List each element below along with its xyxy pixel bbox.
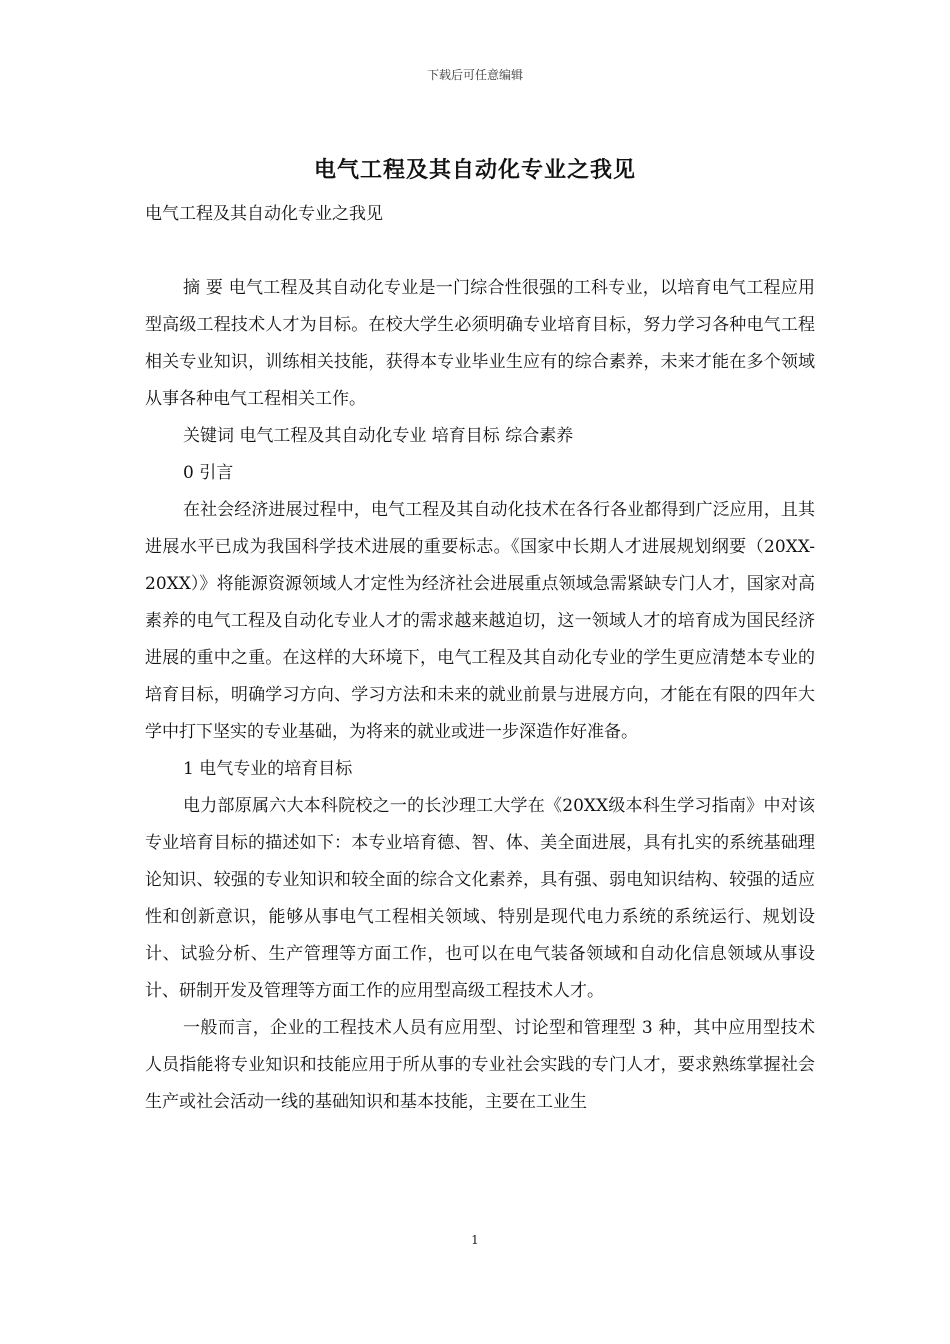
- subtitle-line: 电气工程及其自动化专业之我见: [145, 204, 383, 224]
- section-heading-introduction: 0 引言: [183, 463, 234, 483]
- training-goals-paragraph-1: 电力部原属六大本科院校之一的长沙理工大学在《20XX级本科生学习指南》中对该专业培育目标的描述如下：本专业培育德、智、体、美全面进展，具有扎实的系统基础理论知识、较强的专业知识和较全面的综合文化素养，具有强、弱电知识结构、较强的适应性和创新意识，能够从事电气工程相关领域、特别是现代电力系统的系统运行、规划设计、试验分析、生产管理等方面工作，也可以在电气装备领域和自动化信息领域从事设计、研制开发及管理等方面工作的应用型高级工程技术人才。: [145, 796, 815, 1001]
- keywords-line: 关键词 电气工程及其自动化专业 培育目标 综合素养: [183, 426, 574, 446]
- training-goals-paragraph-2: 一般而言，企业的工程技术人员有应用型、讨论型和管理型 3 种，其中应用型技术人员指能将专业知识和技能应用于所从事的专业社会实践的专门人才，要求熟练掌握社会生产或社会活动一线的基础知识和基本技能，主要在工业生: [145, 1018, 815, 1112]
- header-note: 下载后可任意编辑: [426, 68, 523, 82]
- blank-line: [145, 233, 815, 270]
- section-heading-training-goals: 1 电气专业的培育目标: [183, 759, 353, 779]
- document-body: [145, 196, 815, 1121]
- abstract-paragraph: 摘 要 电气工程及其自动化专业是一门综合性很强的工科专业，以培育电气工程应用型高级工程技术人才为目标。在校大学生必须明确专业培育目标，努力学习各种电气工程相关专业知识，训练相关技能，获得本专业毕业生应有的综合素养，未来才能在多个领域从事各种电气工程相关工作。: [145, 278, 815, 409]
- page-number: 1: [471, 1233, 479, 1247]
- document-title: 电气工程及其自动化专业之我见: [313, 157, 636, 183]
- introduction-paragraph: 在社会经济进展过程中，电气工程及其自动化技术在各行各业都得到广泛应用，且其进展水平已成为我国科学技术进展的重要标志。《国家中长期人才进展规划纲要（20XX-20XX）》将能源资源领域人才定性为经济社会进展重点领域急需紧缺专门人才，国家对高素养的电气工程及自动化专业人才的需求越来越迫切，这一领域人才的培育成为国民经济进展的重中之重。在这样的大环境下，电气工程及其自动化专业的学生更应清楚本专业的培育目标，明确学习方向、学习方法和未来的就业前景与进展方向，才能在有限的四年大学中打下坚实的专业基础，为将来的就业或进一步深造作好准备。: [145, 500, 815, 742]
